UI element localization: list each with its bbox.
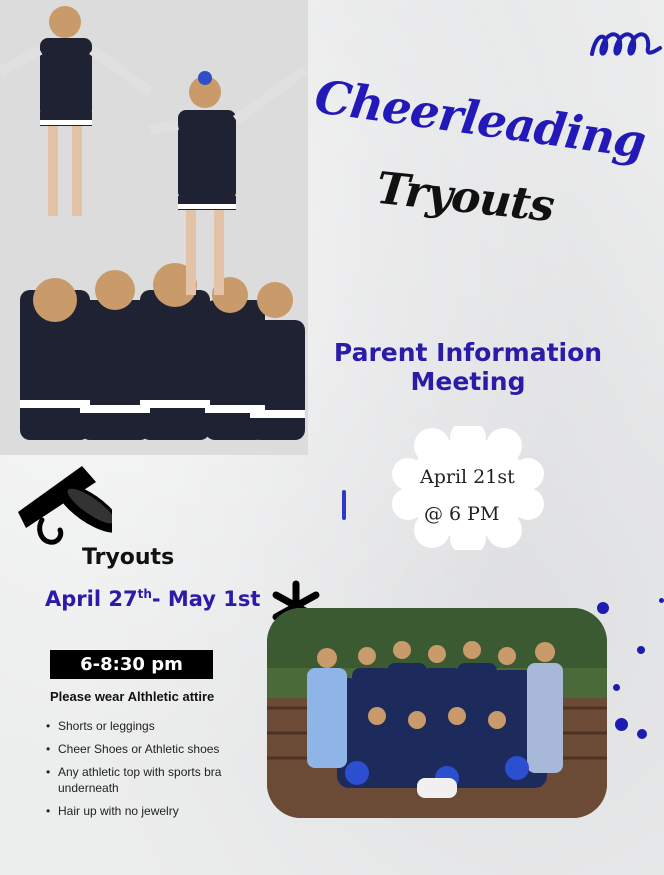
list-item: • Hair up with no jewelry [46, 803, 266, 819]
decorative-dot [615, 718, 628, 731]
squiggle-decoration [588, 28, 664, 62]
decorative-dot [659, 598, 664, 603]
team-photo [267, 608, 607, 818]
stunt-photo [0, 0, 308, 455]
list-item: • Cheer Shoes or Athletic shoes [46, 741, 266, 757]
megaphone-icon [12, 460, 112, 550]
tryouts-label: Tryouts [82, 545, 175, 570]
meeting-title: Parent Information Meeting [333, 338, 603, 396]
flower-badge [392, 426, 544, 550]
decorative-dot [597, 602, 609, 614]
decorative-dot [637, 646, 645, 654]
accent-bar [342, 490, 346, 520]
meeting-time: @ 6 PM [424, 503, 500, 525]
title-cheerleading: Cheerleading [311, 69, 649, 169]
tryouts-date-start: April 27 [45, 587, 138, 611]
tryouts-dates [45, 587, 260, 611]
tryouts-date-suffix: th [137, 587, 152, 601]
list-item: • Any athletic top with sports bra underneath [46, 764, 266, 796]
meeting-date: April 21st [420, 466, 515, 488]
title-tryouts: Tryouts [373, 162, 557, 233]
list-item: • Shorts or leggings [46, 718, 266, 734]
attire-heading: Please wear Althletic attire [50, 689, 215, 704]
tryouts-time: 6-8:30 pm [50, 650, 213, 679]
decorative-dot [613, 684, 620, 691]
attire-list [46, 718, 266, 826]
decorative-dot [637, 729, 647, 739]
tryouts-date-end: - May 1st [151, 587, 261, 611]
